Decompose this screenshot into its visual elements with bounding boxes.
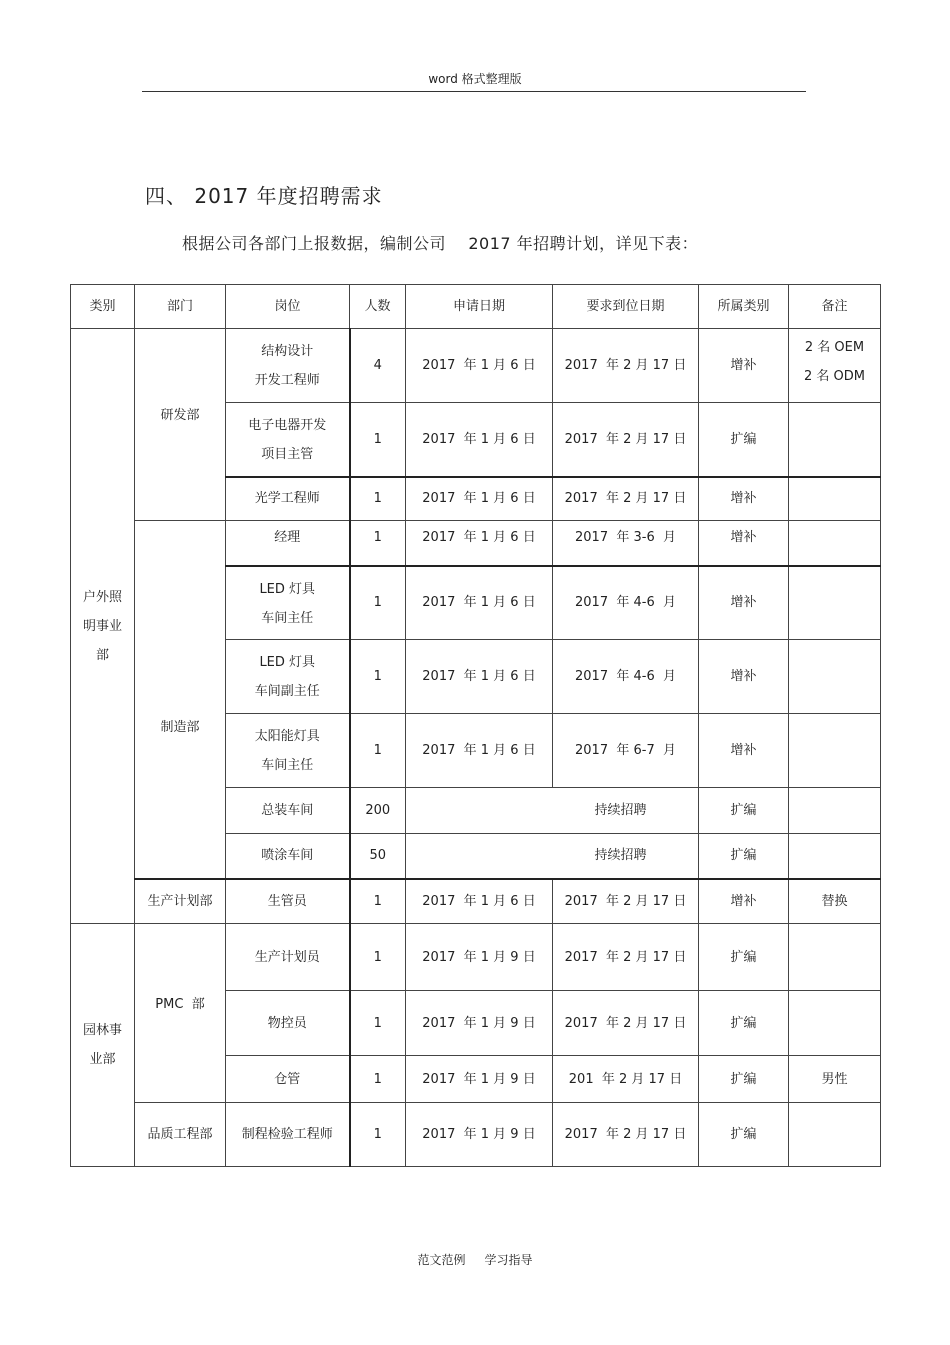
table-row: [71, 1103, 881, 1167]
due-date-cell: 2017 年 2 月 17 日: [553, 403, 699, 477]
note-cell: [789, 329, 881, 403]
position-cell-line: 总装车间: [261, 803, 314, 818]
note-cell-line: 替换: [821, 893, 848, 909]
apply-date-cell: 2017 年 1 月 6 日: [406, 640, 553, 714]
note-cell: [789, 834, 881, 879]
type-cell: 增补: [699, 329, 789, 403]
position-cell-line: 太阳能灯具: [254, 729, 320, 744]
position-cell-line: 车间主任: [261, 610, 314, 626]
position-cell: [226, 788, 350, 834]
position-cell: [226, 566, 350, 640]
apply-date-cell: 2017 年 1 月 9 日: [406, 1103, 553, 1167]
note-cell: [789, 1103, 881, 1167]
col-header: 备注: [789, 285, 881, 329]
note-cell: [789, 1056, 881, 1103]
due-date-cell: 2017 年 2 月 17 日: [553, 329, 699, 403]
category-cell-line: 园林事: [82, 1023, 122, 1038]
position-cell: [226, 879, 350, 924]
apply-date-cell: 2017 年 1 月 9 日: [406, 991, 553, 1056]
department-cell: 品质工程部: [135, 1103, 226, 1167]
count-cell: 200: [350, 788, 406, 834]
position-cell-line: 车间副主任: [254, 684, 320, 699]
count-cell: 1: [350, 521, 406, 566]
table-row: [71, 879, 881, 924]
count-cell: 4: [350, 329, 406, 403]
category-cell-line: 业部: [89, 1052, 116, 1067]
position-cell-line: 车间主任: [261, 758, 314, 773]
due-date-cell: 201 年 2 月 17 日: [553, 1056, 699, 1103]
col-header: 要求到位日期: [553, 285, 699, 329]
note-cell: [789, 521, 881, 566]
type-cell: 扩编: [699, 991, 789, 1056]
position-cell-line: 生管员: [267, 893, 307, 909]
apply-date-cell: 2017 年 1 月 9 日: [406, 1056, 553, 1103]
category-cell-line: 户外照: [82, 589, 122, 605]
count-cell: 1: [350, 1103, 406, 1167]
position-cell-line: 经理: [274, 530, 301, 545]
position-cell: [226, 403, 350, 477]
category-cell: [71, 329, 135, 924]
position-cell: [226, 991, 350, 1056]
apply-date-cell: [406, 788, 553, 834]
recruitment-table: [70, 284, 881, 1167]
due-date-cell: 2017 年 2 月 17 日: [553, 477, 699, 521]
type-cell: 增补: [699, 640, 789, 714]
position-cell: [226, 329, 350, 403]
count-cell: 1: [350, 991, 406, 1056]
apply-date-cell: 2017 年 1 月 6 日: [406, 477, 553, 521]
category-cell-line: 部: [95, 647, 109, 663]
type-cell: 扩编: [699, 1056, 789, 1103]
apply-date-cell: 2017 年 1 月 6 日: [406, 403, 553, 477]
type-cell: 增补: [699, 879, 789, 924]
due-date-cell: 2017 年 4-6 月: [553, 566, 699, 640]
type-cell: 扩编: [699, 788, 789, 834]
department-cell: 研发部: [135, 329, 226, 521]
col-header: 部门: [135, 285, 226, 329]
table-row: [71, 521, 881, 566]
col-header: 类别: [71, 285, 135, 329]
col-header: 岗位: [226, 285, 350, 329]
position-cell-line: 制程检验工程师: [241, 1127, 333, 1142]
category-cell-line: 明事业: [82, 618, 122, 634]
note-cell: [789, 566, 881, 640]
position-cell: [226, 477, 350, 521]
note-cell-line: 男性: [821, 1071, 848, 1087]
position-cell: [226, 834, 350, 879]
due-date-cell: 2017 年 6-7 月: [553, 714, 699, 788]
position-cell: [226, 521, 350, 566]
due-date-cell: 持续招聘: [553, 788, 699, 834]
due-date-cell: 2017 年 2 月 17 日: [553, 991, 699, 1056]
type-cell: 扩编: [699, 834, 789, 879]
type-cell: 增补: [699, 521, 789, 566]
due-date-cell: 持续招聘: [553, 834, 699, 879]
position-cell: [226, 1103, 350, 1167]
position-cell-line: 电子电器开发: [248, 418, 327, 433]
due-date-cell: 2017 年 2 月 17 日: [553, 924, 699, 991]
apply-date-cell: 2017 年 1 月 6 日: [406, 879, 553, 924]
category-cell: [71, 924, 135, 1167]
count-cell: 1: [350, 714, 406, 788]
position-cell-line: LED 灯具: [259, 581, 316, 597]
count-cell: 1: [350, 924, 406, 991]
note-cell: [789, 924, 881, 991]
table-header-row: [71, 285, 881, 329]
due-date-cell: 2017 年 4-6 月: [553, 640, 699, 714]
apply-date-cell: [406, 834, 553, 879]
note-cell: [789, 477, 881, 521]
due-date-cell: 2017 年 3-6 月: [553, 521, 699, 566]
position-cell: [226, 714, 350, 788]
department-cell: 生产计划部: [135, 879, 226, 924]
apply-date-cell: 2017 年 1 月 6 日: [406, 566, 553, 640]
col-header: 人数: [350, 285, 406, 329]
position-cell-line: 光学工程师: [254, 491, 320, 507]
count-cell: 1: [350, 879, 406, 924]
position-cell-line: 结构设计: [261, 344, 314, 359]
position-cell: [226, 640, 350, 714]
note-cell: [789, 403, 881, 477]
type-cell: 扩编: [699, 1103, 789, 1167]
type-cell: 扩编: [699, 924, 789, 991]
table-row: [71, 924, 881, 991]
position-cell-line: 仓管: [274, 1071, 301, 1087]
count-cell: 1: [350, 1056, 406, 1103]
due-date-cell: 2017 年 2 月 17 日: [553, 1103, 699, 1167]
position-cell-line: 生产计划员: [254, 949, 320, 965]
section-heading: 四、 2017 年度招聘需求: [145, 184, 383, 208]
table-row: [71, 329, 881, 403]
note-cell-line: 2 名 ODM: [804, 369, 865, 384]
count-cell: 1: [350, 640, 406, 714]
position-cell-line: 开发工程师: [254, 373, 320, 388]
header-rule: [142, 91, 806, 92]
note-cell: [789, 991, 881, 1056]
apply-date-cell: 2017 年 1 月 9 日: [406, 924, 553, 991]
apply-date-cell: 2017 年 1 月 6 日: [406, 329, 553, 403]
col-header: 申请日期: [406, 285, 553, 329]
due-date-cell: 2017 年 2 月 17 日: [553, 879, 699, 924]
position-cell-line: 喷涂车间: [261, 848, 314, 864]
note-cell: [789, 640, 881, 714]
position-cell-line: 项目主管: [261, 447, 314, 462]
type-cell: 增补: [699, 566, 789, 640]
note-cell-line: 2 名 OEM: [804, 340, 865, 355]
note-cell: [789, 714, 881, 788]
type-cell: 扩编: [699, 403, 789, 477]
page-header: word 格式整理版: [428, 72, 522, 86]
position-cell-line: LED 灯具: [259, 655, 316, 670]
count-cell: 1: [350, 477, 406, 521]
note-cell: [789, 788, 881, 834]
count-cell: 1: [350, 403, 406, 477]
position-cell: [226, 924, 350, 991]
note-cell: [789, 879, 881, 924]
type-cell: 增补: [699, 714, 789, 788]
count-cell: 50: [350, 834, 406, 879]
col-header: 所属类别: [699, 285, 789, 329]
position-cell-line: 物控员: [267, 1015, 307, 1031]
apply-date-cell: 2017 年 1 月 6 日: [406, 521, 553, 566]
count-cell: 1: [350, 566, 406, 640]
apply-date-cell: 2017 年 1 月 6 日: [406, 714, 553, 788]
page-footer: 范文范例 学习指导: [417, 1253, 533, 1267]
department-cell: 制造部: [135, 521, 226, 879]
position-cell: [226, 1056, 350, 1103]
type-cell: 增补: [699, 477, 789, 521]
department-cell: PMC 部: [135, 924, 226, 1103]
section-intro: 根据公司各部门上报数据，编制公司 2017 年招聘计划，详见下表：: [182, 234, 699, 253]
